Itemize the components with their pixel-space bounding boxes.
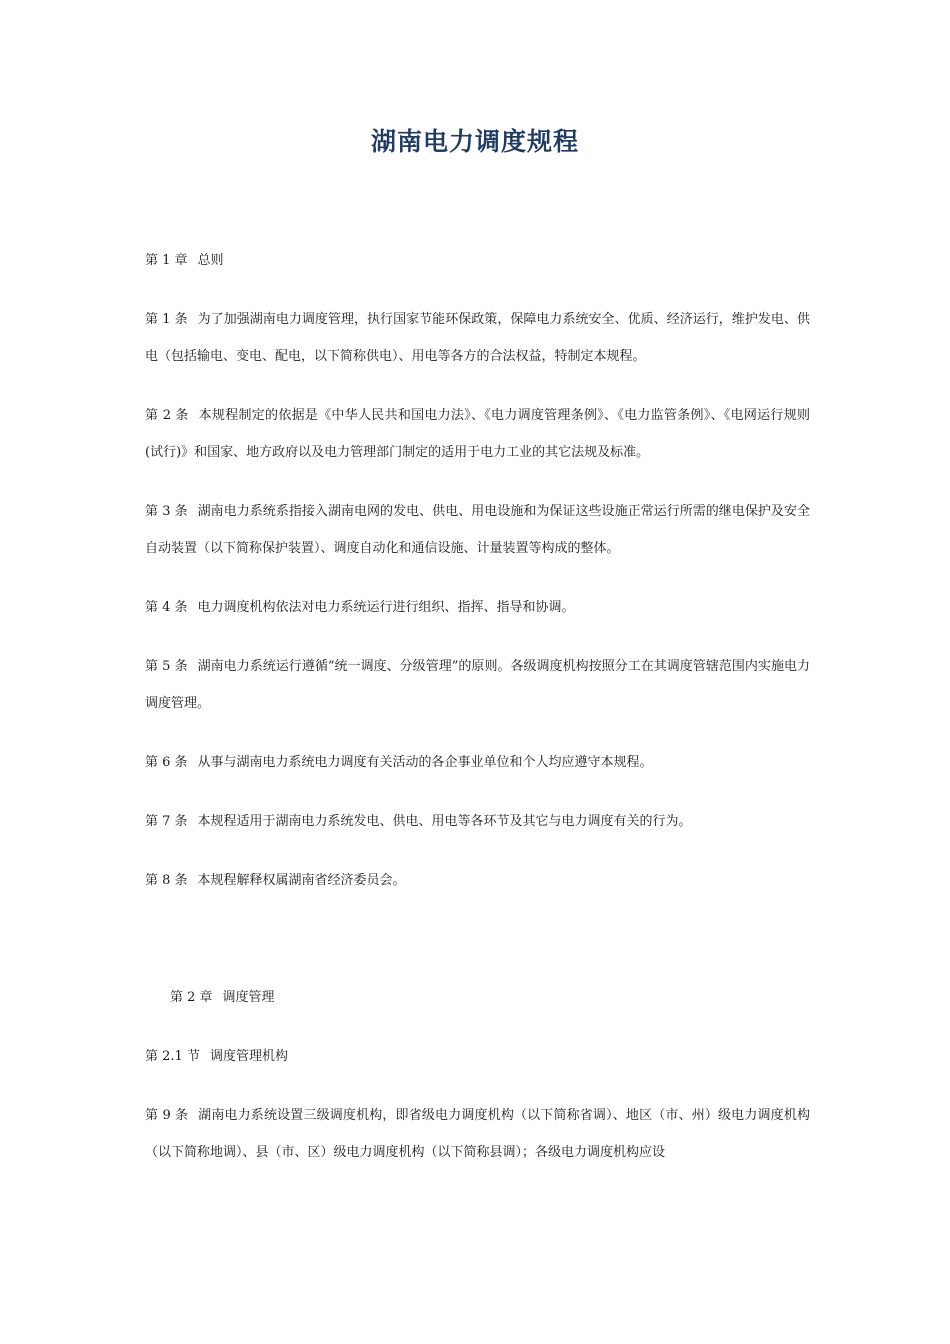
chapter-heading: 第 2 章 调度管理 [170, 990, 275, 1005]
article-paragraph: 第 6 条 从事与湖南电力系统电力调度有关活动的各企事业单位和个人均应遵守本规程。 [145, 755, 653, 770]
document-body [145, 242, 810, 1171]
chapter-heading: 第 1 章 总则 [145, 253, 224, 268]
article-paragraph: 第 5 条 湖南电力系统运行遵循“统一调度、分级管理”的原则。各级调度机构按照分工在其调度管辖范围内实施电力调度管理。 [145, 659, 810, 711]
article-paragraph: 第 3 条 湖南电力系统系指接入湖南电网的发电、供电、用电设施和为保证这些设施正常运行所需的继电保护及安全自动装置（以下简称保护装置）、调度自动化和通信设施、计量装置等构成的整体。 [145, 504, 810, 556]
article-paragraph: 第 4 条 电力调度机构依法对电力系统运行进行组织、指挥、指导和协调。 [145, 600, 575, 615]
section-heading: 第 2.1 节 调度管理机构 [145, 1049, 288, 1064]
article-paragraph: 第 2 条 本规程制定的依据是《中华人民共和国电力法》、《电力调度管理条例》、《电力监管条例》、《电网运行规则(试行)》和国家、地方政府以及电力管理部门制定的适用于电力工业的其它法规及标准。 [145, 408, 810, 460]
article-paragraph: 第 8 条 本规程解释权属湖南省经济委员会。 [145, 873, 406, 888]
document-title: 湖南电力调度规程 [370, 127, 579, 156]
article-paragraph: 第 9 条 湖南电力系统设置三级调度机构，即省级电力调度机构（以下简称省调）、地区（市、州）级电力调度机构（以下简称地调）、县（市、区）级电力调度机构（以下简称县调）；各级电力调度机构应设 [145, 1108, 810, 1160]
article-paragraph: 第 1 条 为了加强湖南电力调度管理，执行国家节能环保政策，保障电力系统安全、优质、经济运行，维护发电、供电（包括输电、变电、配电，以下简称供电）、用电等各方的合法权益，特制定本规程。 [145, 312, 810, 364]
article-paragraph: 第 7 条 本规程适用于湖南电力系统发电、供电、用电等各环节及其它与电力调度有关的行为。 [145, 814, 692, 829]
